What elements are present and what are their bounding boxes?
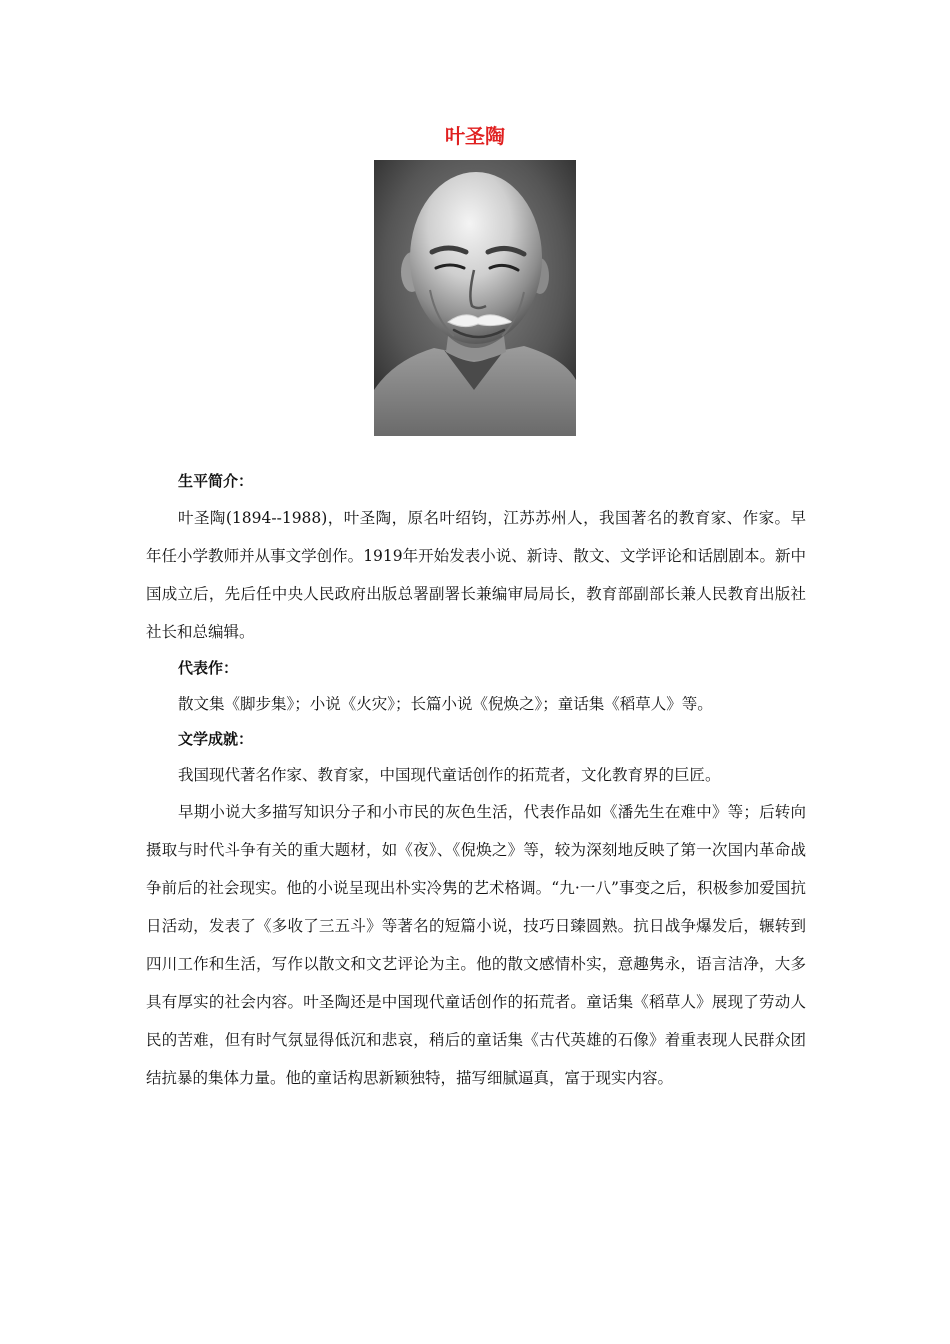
- achievements-paragraph: 早期小说大多描写知识分子和小市民的灰色生活，代表作品如《潘先生在难中》等；后转向摄取与时代斗争有关的重大题材，如《夜》、《倪焕之》等，较为深刻地反映了第一次国内革命战争前后的社会现实。他的小说呈现出朴实冷隽的艺术格调。“九·一八”事变之后，积极参加爱国抗日活动，发表了《多收了三五斗》等著名的短篇小说，技巧日臻圆熟。抗日战争爆发后，辗转到四川工作和生活，写作以散文和文艺评论为主。他的散文感情朴实，意趣隽永，语言洁净，大多具有厚实的社会内容。叶圣陶还是中国现代童话创作的拓荒者。童话集《稻草人》展现了劳动人民的苦难，但有时气氛显得低沉和悲哀，稍后的童话集《古代英雄的石像》着重表现人民群众团结抗暴的集体力量。他的童话构思新颖独特，描写细腻逼真，富于现实内容。: [146, 803, 806, 1087]
- document-body: [146, 466, 806, 1097]
- bio-paragraph: 叶圣陶(1894--1988)，叶圣陶，原名叶绍钧，江苏苏州人，我国著名的教育家、作家。早年任小学教师并从事文学创作。1919年开始发表小说、新诗、散文、文学评论和话剧剧本。新中国成立后，先后任中央人民政府出版总署副署长兼编审局局长，教育部副部长兼人民教育出版社社长和总编辑。: [146, 509, 806, 641]
- bio-heading: 生平简介：: [178, 472, 254, 490]
- achievements-summary: 我国现代著名作家、教育家，中国现代童话创作的拓荒者，文化教育界的巨匠。: [178, 766, 721, 784]
- works-heading: 代表作：: [178, 659, 239, 677]
- works-paragraph: 散文集《脚步集》；小说《火灾》；长篇小说《倪焕之》；童话集《稻草人》等。: [178, 695, 713, 713]
- portrait-photo: [374, 160, 576, 436]
- portrait-icon: [374, 160, 576, 436]
- page-title: 叶圣陶: [445, 124, 505, 148]
- achievements-heading: 文学成就：: [178, 730, 254, 748]
